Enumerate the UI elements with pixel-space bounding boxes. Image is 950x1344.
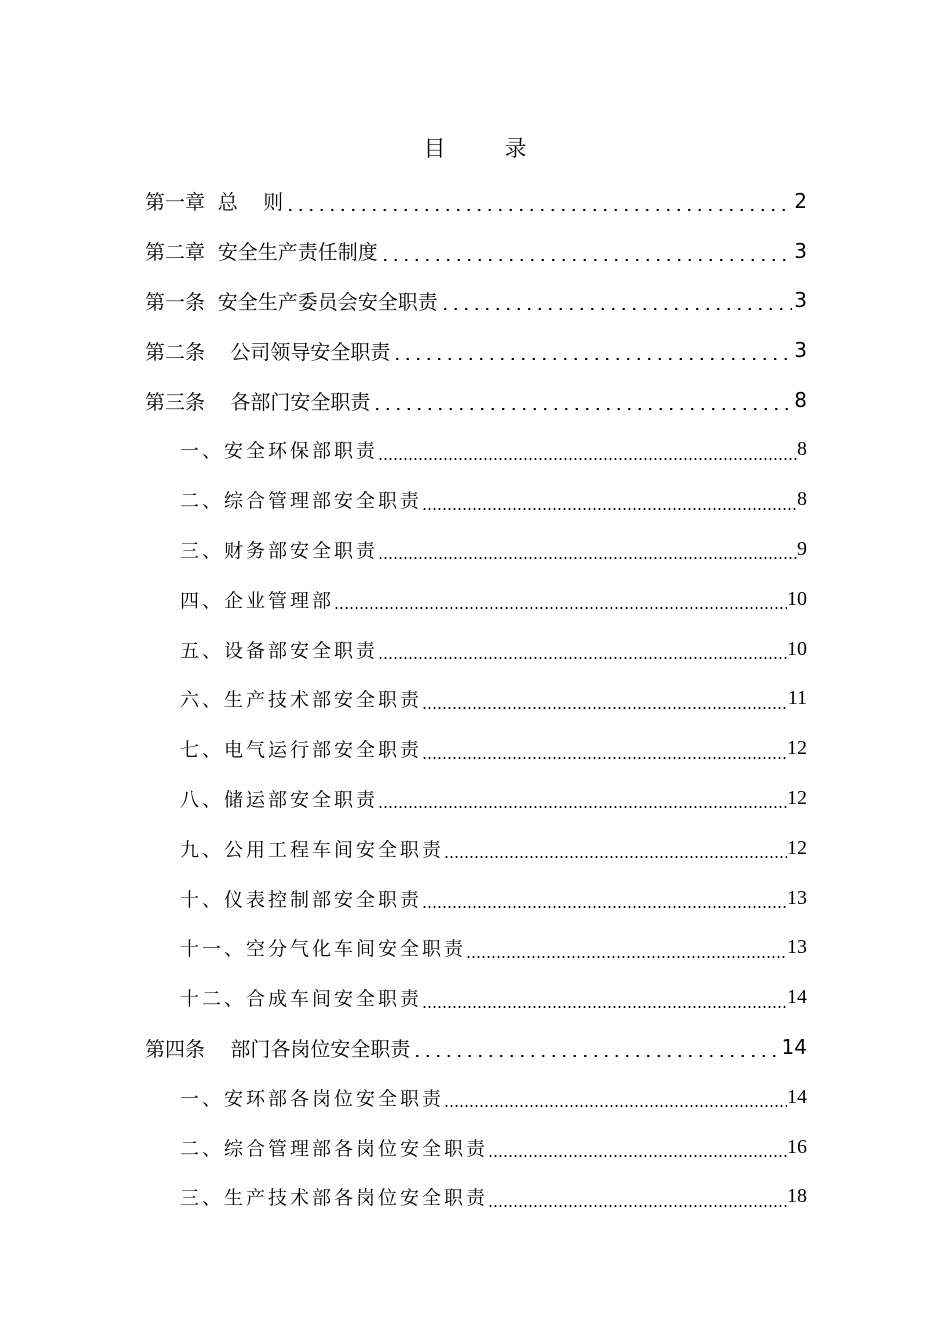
toc-entry-label: 第四条 部门各岗位安全职责	[145, 1036, 411, 1061]
toc-leader-dots	[372, 389, 792, 411]
toc-leader-dots	[444, 1086, 787, 1108]
toc-page-number: 10	[787, 587, 807, 610]
toc-entry[interactable]	[145, 923, 807, 973]
toc-leader-dots	[444, 837, 787, 859]
toc-page-number: 3	[794, 338, 807, 363]
toc-leader-dots	[378, 787, 787, 809]
toc-entry[interactable]	[145, 873, 807, 923]
toc-entry-label: 九、公用工程车间安全职责	[180, 838, 445, 861]
toc-leader-dots	[488, 1136, 787, 1158]
toc-leader-dots	[422, 887, 787, 909]
toc-entry-label: 一、安全环保部职责	[180, 440, 379, 463]
toc-entry[interactable]	[145, 624, 807, 674]
toc-page-number: 12	[787, 836, 807, 859]
toc-list	[145, 176, 807, 1222]
toc-leader-dots	[412, 1036, 779, 1058]
toc-page-number: 8	[797, 438, 807, 461]
toc-entry[interactable]	[145, 325, 807, 375]
toc-page-number: 11	[787, 687, 807, 710]
toc-entry[interactable]	[145, 375, 807, 425]
toc-entry[interactable]	[145, 1023, 807, 1073]
toc-page-number: 8	[797, 488, 807, 511]
toc-entry-label: 第一条 安全生产委员会安全职责	[145, 289, 438, 314]
toc-entry-label: 十、仪表控制部安全职责	[180, 888, 423, 911]
toc-entry[interactable]	[145, 226, 807, 276]
toc-entry[interactable]	[145, 1072, 807, 1122]
toc-entry[interactable]	[145, 276, 807, 326]
toc-page-number: 3	[794, 288, 807, 313]
toc-leader-dots	[378, 439, 797, 461]
toc-leader-dots	[466, 937, 787, 959]
toc-page-number: 8	[794, 388, 807, 413]
toc-leader-dots	[334, 588, 787, 610]
toc-entry-label: 七、电气运行部安全职责	[180, 739, 423, 762]
toc-page-number: 13	[787, 936, 807, 959]
toc-leader-dots	[422, 688, 788, 710]
toc-page-number: 9	[797, 537, 807, 560]
toc-entry[interactable]	[145, 724, 807, 774]
toc-entry-label: 二、综合管理部安全职责	[180, 490, 423, 513]
toc-leader-dots	[422, 489, 797, 511]
toc-page-number: 18	[787, 1185, 807, 1208]
toc-entry-label: 四、企业管理部	[180, 589, 335, 612]
toc-entry[interactable]	[145, 425, 807, 475]
toc-entry-label: 十一、空分气化车间安全职责	[180, 938, 467, 961]
toc-entry-label: 五、设备部安全职责	[180, 639, 379, 662]
toc-page-number: 3	[794, 238, 807, 263]
toc-page-number: 13	[787, 886, 807, 909]
toc-entry[interactable]	[145, 1172, 807, 1222]
toc-leader-dots	[378, 538, 797, 560]
toc-entry[interactable]	[145, 823, 807, 873]
toc-page-number: 14	[787, 1085, 807, 1108]
toc-leader-dots	[440, 289, 793, 311]
toc-entry[interactable]	[145, 475, 807, 525]
toc-entry[interactable]	[145, 774, 807, 824]
toc-entry[interactable]	[145, 574, 807, 624]
toc-entry-label: 十二、合成车间安全职责	[180, 988, 423, 1011]
toc-page-number: 14	[787, 986, 807, 1009]
toc-entry-label: 六、生产技术部安全职责	[180, 689, 423, 712]
toc-page-number: 14	[781, 1035, 807, 1060]
toc-entry-label: 一、安环部各岗位安全职责	[180, 1087, 445, 1110]
toc-title: 目 录	[423, 137, 553, 162]
toc-leader-dots	[378, 638, 787, 660]
toc-entry[interactable]	[145, 674, 807, 724]
toc-leader-dots	[380, 240, 793, 262]
toc-page-number: 16	[787, 1135, 807, 1158]
toc-leader-dots	[285, 190, 792, 212]
toc-page-number: 10	[787, 637, 807, 660]
toc-entry[interactable]	[145, 1122, 807, 1172]
toc-page-number: 2	[794, 188, 807, 213]
toc-entry[interactable]	[145, 525, 807, 575]
toc-entry[interactable]	[145, 973, 807, 1023]
toc-entry-label: 第三条 各部门安全职责	[145, 389, 371, 414]
toc-entry-label: 三、生产技术部各岗位安全职责	[180, 1187, 489, 1210]
toc-leader-dots	[488, 1186, 787, 1208]
toc-entry-label: 第一章 总 则	[145, 190, 284, 215]
toc-leader-dots	[422, 738, 787, 760]
toc-leader-dots	[422, 987, 787, 1009]
toc-page-number: 12	[787, 786, 807, 809]
toc-page-number: 12	[787, 737, 807, 760]
toc-entry-label: 第二条 公司领导安全职责	[145, 339, 391, 364]
toc-entry-label: 三、财务部安全职责	[180, 539, 379, 562]
toc-entry-label: 八、储运部安全职责	[180, 788, 379, 811]
toc-leader-dots	[392, 339, 792, 361]
toc-entry[interactable]	[145, 176, 807, 226]
toc-entry-label: 二、综合管理部各岗位安全职责	[180, 1137, 489, 1160]
toc-entry-label: 第二章 安全生产责任制度	[145, 240, 378, 265]
